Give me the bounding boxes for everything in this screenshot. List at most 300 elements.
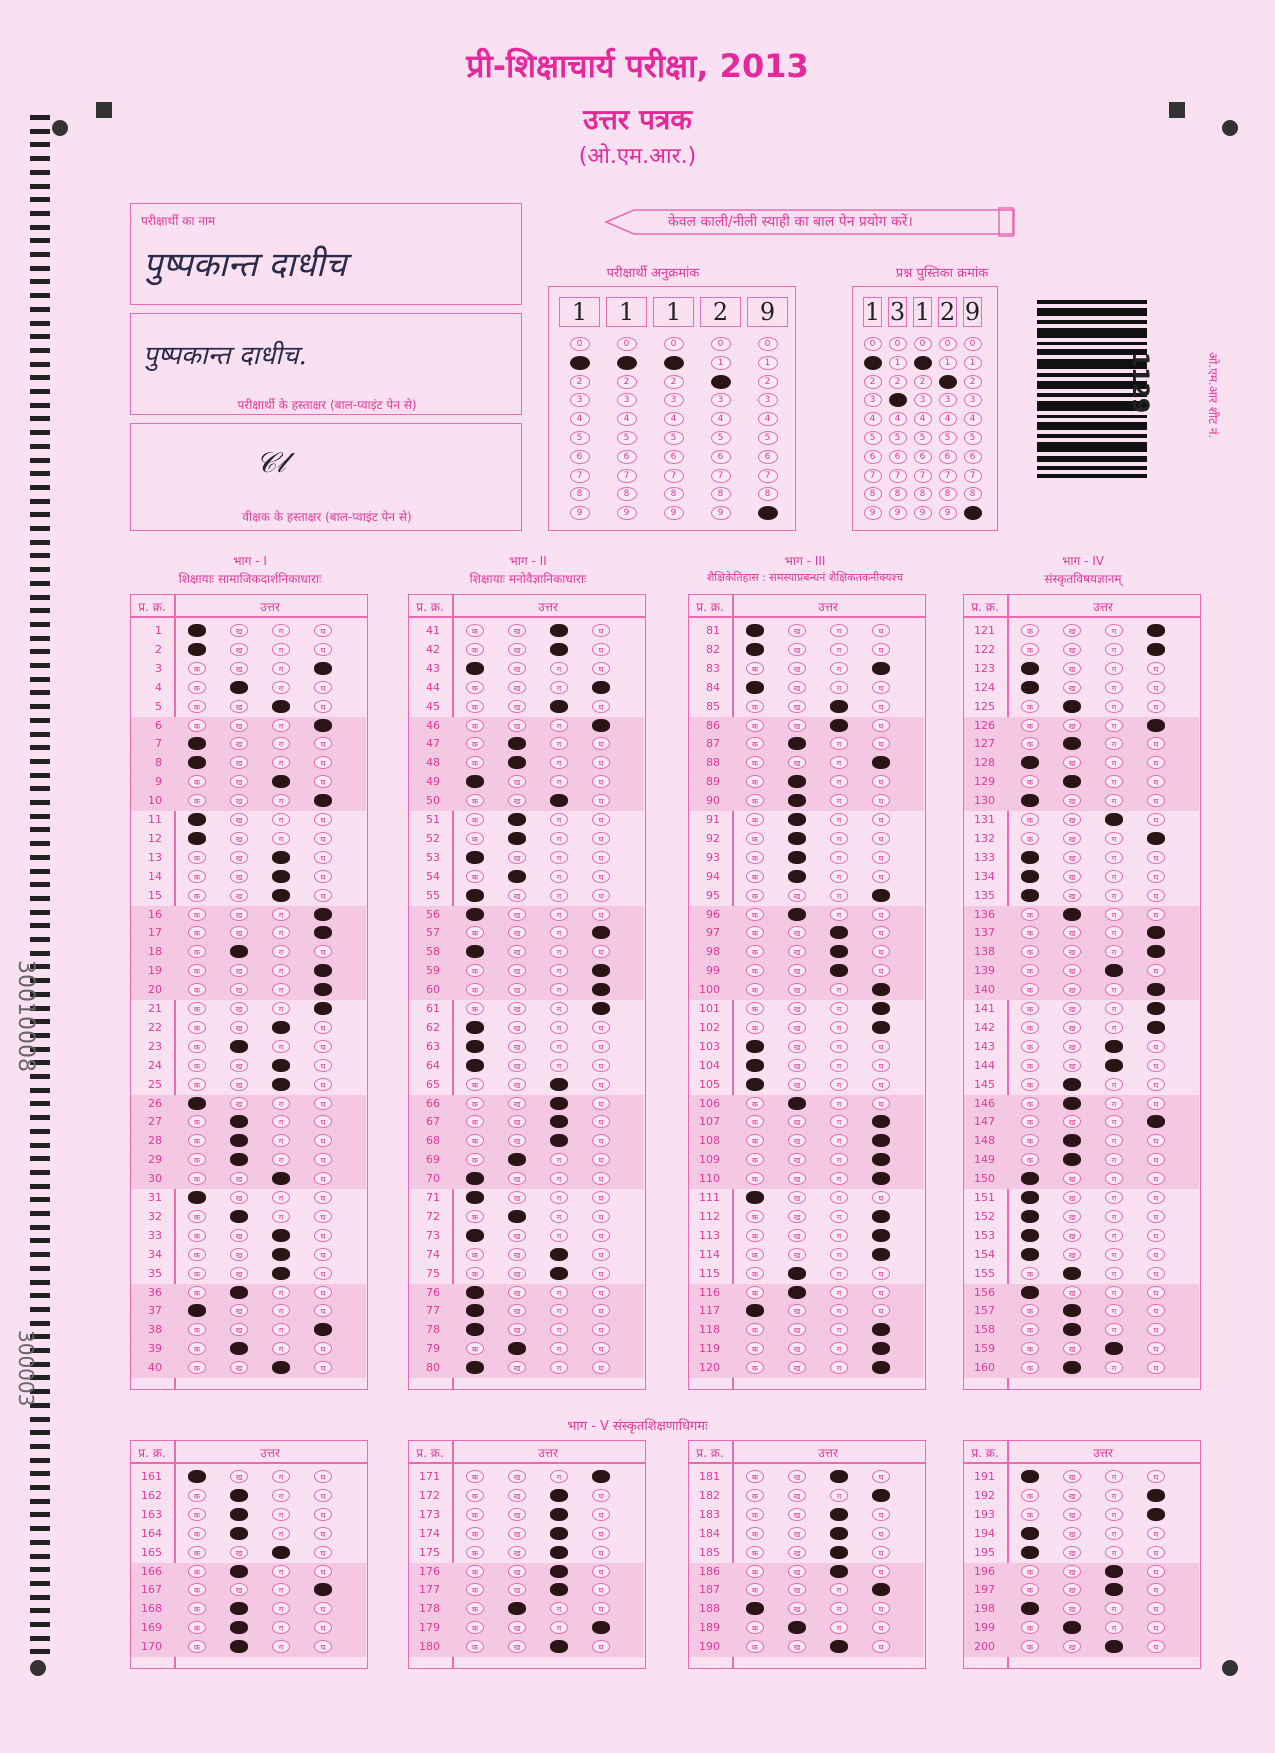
option-bubble[interactable]: ग	[1105, 908, 1123, 921]
digit-bubble[interactable]: 7	[570, 469, 590, 483]
option-bubble[interactable]: क	[746, 983, 764, 996]
digit-bubble[interactable]	[758, 506, 778, 520]
option-bubble[interactable]: ख	[508, 1470, 526, 1483]
option-bubble[interactable]: ख	[1063, 756, 1081, 769]
option-bubble[interactable]: घ	[872, 964, 890, 977]
option-bubble[interactable]: ख	[1063, 794, 1081, 807]
option-bubble[interactable]	[1021, 851, 1039, 864]
digit-bubble[interactable]: 9	[617, 506, 637, 520]
option-bubble[interactable]: क	[188, 1546, 206, 1559]
option-bubble[interactable]: क	[466, 983, 484, 996]
option-bubble[interactable]: ख	[788, 1640, 806, 1653]
option-bubble[interactable]: ग	[1105, 1078, 1123, 1091]
option-bubble[interactable]: ख	[508, 889, 526, 902]
option-bubble[interactable]: घ	[1147, 737, 1165, 750]
option-bubble[interactable]	[872, 1583, 890, 1596]
option-bubble[interactable]: ख	[508, 700, 526, 713]
option-bubble[interactable]: क	[1021, 964, 1039, 977]
option-bubble[interactable]: क	[466, 1470, 484, 1483]
digit-bubble[interactable]: 3	[758, 393, 778, 407]
option-bubble[interactable]: ख	[230, 1583, 248, 1596]
option-bubble[interactable]	[746, 1059, 764, 1072]
option-bubble[interactable]: ख	[1063, 1115, 1081, 1128]
option-bubble[interactable]	[314, 662, 332, 675]
option-bubble[interactable]: ख	[508, 1059, 526, 1072]
option-bubble[interactable]: ख	[1063, 945, 1081, 958]
option-bubble[interactable]: ग	[830, 1361, 848, 1374]
option-bubble[interactable]	[746, 1602, 764, 1615]
digit-bubble[interactable]: 6	[758, 450, 778, 464]
option-bubble[interactable]: ख	[1063, 1527, 1081, 1540]
option-bubble[interactable]: ख	[788, 926, 806, 939]
option-bubble[interactable]: ग	[550, 908, 568, 921]
option-bubble[interactable]: क	[746, 1583, 764, 1596]
option-bubble[interactable]: घ	[872, 1078, 890, 1091]
option-bubble[interactable]	[314, 926, 332, 939]
option-bubble[interactable]	[272, 1248, 290, 1261]
option-bubble[interactable]: क	[746, 813, 764, 826]
option-bubble[interactable]: क	[1021, 775, 1039, 788]
digit-bubble[interactable]: 0	[617, 337, 637, 351]
option-bubble[interactable]: क	[1021, 1583, 1039, 1596]
option-bubble[interactable]: ख	[788, 1583, 806, 1596]
option-bubble[interactable]: ग	[830, 1210, 848, 1223]
option-bubble[interactable]: ख	[788, 1172, 806, 1185]
digit-bubble[interactable]: 0	[664, 337, 684, 351]
option-bubble[interactable]: क	[1021, 1059, 1039, 1072]
option-bubble[interactable]: ख	[230, 719, 248, 732]
option-bubble[interactable]: ग	[1105, 1115, 1123, 1128]
option-bubble[interactable]: घ	[592, 1021, 610, 1034]
option-bubble[interactable]: ख	[1063, 964, 1081, 977]
option-bubble[interactable]: ख	[508, 1134, 526, 1147]
option-bubble[interactable]: क	[746, 1508, 764, 1521]
option-bubble[interactable]: ख	[230, 1546, 248, 1559]
option-bubble[interactable]	[872, 1115, 890, 1128]
option-bubble[interactable]: ख	[230, 983, 248, 996]
option-bubble[interactable]	[830, 1640, 848, 1653]
option-bubble[interactable]	[188, 813, 206, 826]
option-bubble[interactable]: क	[188, 1621, 206, 1634]
option-bubble[interactable]: ग	[1105, 983, 1123, 996]
option-bubble[interactable]: ग	[1105, 794, 1123, 807]
option-bubble[interactable]: घ	[592, 737, 610, 750]
option-bubble[interactable]: घ	[1147, 1172, 1165, 1185]
option-bubble[interactable]	[272, 700, 290, 713]
option-bubble[interactable]	[272, 1267, 290, 1280]
option-bubble[interactable]: ग	[830, 1342, 848, 1355]
option-bubble[interactable]: घ	[872, 1470, 890, 1483]
option-bubble[interactable]: ख	[508, 1546, 526, 1559]
option-bubble[interactable]: ख	[1063, 926, 1081, 939]
option-bubble[interactable]: क	[1021, 1002, 1039, 1015]
option-bubble[interactable]: ग	[272, 1489, 290, 1502]
option-bubble[interactable]	[830, 964, 848, 977]
option-bubble[interactable]: ख	[788, 1602, 806, 1615]
option-bubble[interactable]: घ	[592, 1040, 610, 1053]
option-bubble[interactable]: ग	[1105, 945, 1123, 958]
option-bubble[interactable]: घ	[592, 1267, 610, 1280]
option-bubble[interactable]: ग	[1105, 681, 1123, 694]
digit-bubble[interactable]: 5	[939, 431, 957, 445]
option-bubble[interactable]: ख	[788, 681, 806, 694]
option-bubble[interactable]: ख	[788, 1134, 806, 1147]
option-bubble[interactable]	[1021, 1191, 1039, 1204]
option-bubble[interactable]: घ	[872, 926, 890, 939]
option-bubble[interactable]: ख	[1063, 681, 1081, 694]
option-bubble[interactable]: क	[466, 681, 484, 694]
digit-bubble[interactable]: 4	[570, 412, 590, 426]
option-bubble[interactable]: ग	[550, 1021, 568, 1034]
digit-bubble[interactable]: 4	[711, 412, 731, 426]
option-bubble[interactable]: ग	[272, 964, 290, 977]
option-bubble[interactable]: ख	[230, 889, 248, 902]
option-bubble[interactable]: ग	[550, 1229, 568, 1242]
option-bubble[interactable]: घ	[872, 1304, 890, 1317]
option-bubble[interactable]: ख	[788, 756, 806, 769]
option-bubble[interactable]: क	[1021, 945, 1039, 958]
option-bubble[interactable]	[788, 1621, 806, 1634]
option-bubble[interactable]	[1105, 1040, 1123, 1053]
digit-bubble[interactable]: 5	[864, 431, 882, 445]
option-bubble[interactable]	[188, 756, 206, 769]
option-bubble[interactable]	[550, 1489, 568, 1502]
option-bubble[interactable]: ख	[1063, 1172, 1081, 1185]
option-bubble[interactable]: ग	[830, 1021, 848, 1034]
option-bubble[interactable]	[508, 813, 526, 826]
option-bubble[interactable]	[1147, 832, 1165, 845]
option-bubble[interactable]: क	[188, 1210, 206, 1223]
option-bubble[interactable]: घ	[592, 1546, 610, 1559]
option-bubble[interactable]	[872, 1229, 890, 1242]
option-bubble[interactable]: घ	[1147, 908, 1165, 921]
option-bubble[interactable]	[1063, 1134, 1081, 1147]
digit-bubble[interactable]: 4	[617, 412, 637, 426]
option-bubble[interactable]: ख	[230, 1078, 248, 1091]
option-bubble[interactable]	[550, 1565, 568, 1578]
option-bubble[interactable]	[230, 1210, 248, 1223]
option-bubble[interactable]: ग	[1105, 643, 1123, 656]
option-bubble[interactable]	[872, 1323, 890, 1336]
option-bubble[interactable]: ग	[550, 851, 568, 864]
option-bubble[interactable]	[1147, 643, 1165, 656]
option-bubble[interactable]	[466, 775, 484, 788]
option-bubble[interactable]: ग	[550, 1361, 568, 1374]
option-bubble[interactable]: ग	[830, 737, 848, 750]
option-bubble[interactable]: क	[1021, 908, 1039, 921]
option-bubble[interactable]: ग	[272, 1210, 290, 1223]
option-bubble[interactable]: घ	[1147, 1097, 1165, 1110]
option-bubble[interactable]: क	[746, 1470, 764, 1483]
option-bubble[interactable]: क	[466, 1153, 484, 1166]
option-bubble[interactable]: ग	[550, 737, 568, 750]
option-bubble[interactable]	[1021, 889, 1039, 902]
option-bubble[interactable]: ग	[550, 1191, 568, 1204]
option-bubble[interactable]: ख	[508, 1304, 526, 1317]
option-bubble[interactable]	[314, 794, 332, 807]
option-bubble[interactable]: क	[466, 964, 484, 977]
option-bubble[interactable]	[550, 700, 568, 713]
option-bubble[interactable]	[188, 643, 206, 656]
digit-bubble[interactable]: 5	[758, 431, 778, 445]
digit-bubble[interactable]: 8	[914, 487, 932, 501]
option-bubble[interactable]: क	[466, 1640, 484, 1653]
digit-bubble[interactable]: 6	[939, 450, 957, 464]
option-bubble[interactable]	[466, 1229, 484, 1242]
option-bubble[interactable]: ग	[830, 1229, 848, 1242]
option-bubble[interactable]: ग	[830, 662, 848, 675]
digit-bubble[interactable]: 3	[570, 393, 590, 407]
option-bubble[interactable]: ख	[230, 662, 248, 675]
option-bubble[interactable]	[230, 1489, 248, 1502]
option-bubble[interactable]: ग	[272, 1002, 290, 1015]
option-bubble[interactable]: घ	[872, 1621, 890, 1634]
option-bubble[interactable]	[788, 737, 806, 750]
option-bubble[interactable]	[272, 1361, 290, 1374]
option-bubble[interactable]	[746, 643, 764, 656]
option-bubble[interactable]: क	[746, 1565, 764, 1578]
option-bubble[interactable]: ख	[788, 889, 806, 902]
option-bubble[interactable]: ग	[272, 643, 290, 656]
option-bubble[interactable]: क	[746, 737, 764, 750]
option-bubble[interactable]: क	[188, 1583, 206, 1596]
option-bubble[interactable]: घ	[314, 851, 332, 864]
option-bubble[interactable]: घ	[592, 1361, 610, 1374]
digit-bubble[interactable]	[889, 393, 907, 407]
option-bubble[interactable]: क	[188, 983, 206, 996]
option-bubble[interactable]: घ	[314, 1546, 332, 1559]
option-bubble[interactable]: ख	[788, 643, 806, 656]
option-bubble[interactable]: घ	[314, 1470, 332, 1483]
option-bubble[interactable]	[1105, 1583, 1123, 1596]
option-bubble[interactable]	[1021, 1602, 1039, 1615]
option-bubble[interactable]: क	[466, 1210, 484, 1223]
option-bubble[interactable]: घ	[592, 813, 610, 826]
option-bubble[interactable]	[550, 1097, 568, 1110]
digit-bubble[interactable]	[964, 506, 982, 520]
option-bubble[interactable]: ग	[1105, 624, 1123, 637]
digit-bubble[interactable]: 0	[758, 337, 778, 351]
option-bubble[interactable]: ख	[788, 1489, 806, 1502]
option-bubble[interactable]: ख	[508, 1489, 526, 1502]
option-bubble[interactable]: घ	[314, 1097, 332, 1110]
option-bubble[interactable]	[872, 1489, 890, 1502]
option-bubble[interactable]: घ	[314, 1210, 332, 1223]
digit-bubble[interactable]: 9	[939, 506, 957, 520]
option-bubble[interactable]	[1063, 700, 1081, 713]
option-bubble[interactable]: ग	[550, 719, 568, 732]
option-bubble[interactable]: ग	[272, 662, 290, 675]
option-bubble[interactable]: क	[466, 794, 484, 807]
option-bubble[interactable]	[1021, 756, 1039, 769]
option-bubble[interactable]: घ	[592, 1248, 610, 1261]
option-bubble[interactable]	[230, 1286, 248, 1299]
option-bubble[interactable]: घ	[592, 1323, 610, 1336]
option-bubble[interactable]	[872, 1342, 890, 1355]
option-bubble[interactable]: ख	[230, 1304, 248, 1317]
option-bubble[interactable]: क	[188, 1489, 206, 1502]
option-bubble[interactable]: ग	[550, 1304, 568, 1317]
option-bubble[interactable]: ख	[230, 1002, 248, 1015]
option-bubble[interactable]: ग	[830, 832, 848, 845]
option-bubble[interactable]: घ	[872, 1565, 890, 1578]
digit-bubble[interactable]: 7	[964, 469, 982, 483]
option-bubble[interactable]: क	[188, 1602, 206, 1615]
option-bubble[interactable]: ख	[508, 1508, 526, 1521]
option-bubble[interactable]: घ	[872, 1040, 890, 1053]
option-bubble[interactable]	[788, 794, 806, 807]
option-bubble[interactable]: क	[1021, 700, 1039, 713]
option-bubble[interactable]: ग	[1105, 1621, 1123, 1634]
option-bubble[interactable]: ख	[1063, 1583, 1081, 1596]
option-bubble[interactable]	[872, 1248, 890, 1261]
option-bubble[interactable]	[592, 1621, 610, 1634]
digit-bubble[interactable]: 5	[711, 431, 731, 445]
option-bubble[interactable]	[550, 624, 568, 637]
digit-bubble[interactable]: 3	[939, 393, 957, 407]
option-bubble[interactable]: क	[746, 1134, 764, 1147]
option-bubble[interactable]	[550, 1546, 568, 1559]
option-bubble[interactable]: घ	[314, 870, 332, 883]
option-bubble[interactable]: ग	[830, 1248, 848, 1261]
option-bubble[interactable]: घ	[1147, 775, 1165, 788]
option-bubble[interactable]: ख	[508, 1248, 526, 1261]
option-bubble[interactable]: घ	[1147, 1565, 1165, 1578]
option-bubble[interactable]	[466, 1172, 484, 1185]
option-bubble[interactable]: क	[746, 1210, 764, 1223]
option-bubble[interactable]: ख	[508, 1361, 526, 1374]
option-bubble[interactable]: ग	[830, 1040, 848, 1053]
option-bubble[interactable]: घ	[592, 662, 610, 675]
option-bubble[interactable]: ख	[788, 1565, 806, 1578]
option-bubble[interactable]: ग	[830, 794, 848, 807]
option-bubble[interactable]: ग	[830, 908, 848, 921]
option-bubble[interactable]	[1021, 1286, 1039, 1299]
option-bubble[interactable]	[872, 1002, 890, 1015]
digit-bubble[interactable]	[617, 356, 637, 370]
option-bubble[interactable]: ग	[550, 1342, 568, 1355]
option-bubble[interactable]: क	[1021, 813, 1039, 826]
option-bubble[interactable]: घ	[1147, 1059, 1165, 1072]
option-bubble[interactable]: घ	[314, 643, 332, 656]
option-bubble[interactable]: घ	[314, 1527, 332, 1540]
option-bubble[interactable]: क	[746, 700, 764, 713]
option-bubble[interactable]: घ	[592, 700, 610, 713]
option-bubble[interactable]: क	[746, 1097, 764, 1110]
option-bubble[interactable]: क	[1021, 1040, 1039, 1053]
digit-bubble[interactable]: 7	[711, 469, 731, 483]
option-bubble[interactable]: ख	[230, 926, 248, 939]
option-bubble[interactable]	[230, 1621, 248, 1634]
digit-bubble[interactable]: 8	[864, 487, 882, 501]
option-bubble[interactable]: ख	[788, 1342, 806, 1355]
option-bubble[interactable]: घ	[872, 851, 890, 864]
option-bubble[interactable]	[1105, 1342, 1123, 1355]
option-bubble[interactable]: क	[466, 719, 484, 732]
option-bubble[interactable]: घ	[872, 700, 890, 713]
option-bubble[interactable]: घ	[314, 1602, 332, 1615]
option-bubble[interactable]: ख	[1063, 1640, 1081, 1653]
option-bubble[interactable]: ग	[272, 737, 290, 750]
option-bubble[interactable]: घ	[314, 775, 332, 788]
option-bubble[interactable]: क	[188, 1248, 206, 1261]
option-bubble[interactable]: घ	[314, 1153, 332, 1166]
option-bubble[interactable]: ख	[230, 1323, 248, 1336]
option-bubble[interactable]: क	[746, 870, 764, 883]
option-bubble[interactable]: घ	[314, 756, 332, 769]
option-bubble[interactable]: ग	[272, 1342, 290, 1355]
option-bubble[interactable]	[466, 1191, 484, 1204]
option-bubble[interactable]: ख	[508, 945, 526, 958]
option-bubble[interactable]	[466, 1021, 484, 1034]
option-bubble[interactable]: ग	[1105, 1134, 1123, 1147]
digit-bubble[interactable]: 4	[889, 412, 907, 426]
option-bubble[interactable]: घ	[314, 1304, 332, 1317]
option-bubble[interactable]	[550, 1640, 568, 1653]
option-bubble[interactable]: ख	[788, 964, 806, 977]
option-bubble[interactable]: घ	[1147, 1342, 1165, 1355]
option-bubble[interactable]: घ	[872, 1527, 890, 1540]
option-bubble[interactable]: ख	[1063, 1229, 1081, 1242]
option-bubble[interactable]: ख	[788, 1002, 806, 1015]
option-bubble[interactable]: ख	[1063, 662, 1081, 675]
option-bubble[interactable]	[1105, 964, 1123, 977]
option-bubble[interactable]: घ	[872, 681, 890, 694]
option-bubble[interactable]	[788, 908, 806, 921]
digit-bubble[interactable]: 2	[864, 375, 882, 389]
option-bubble[interactable]: ख	[508, 1002, 526, 1015]
option-bubble[interactable]: ग	[550, 1172, 568, 1185]
option-bubble[interactable]: ख	[508, 1640, 526, 1653]
option-bubble[interactable]: घ	[1147, 662, 1165, 675]
option-bubble[interactable]	[872, 1021, 890, 1034]
option-bubble[interactable]: घ	[592, 1097, 610, 1110]
digit-bubble[interactable]: 8	[711, 487, 731, 501]
digit-bubble[interactable]: 5	[914, 431, 932, 445]
option-bubble[interactable]: घ	[592, 756, 610, 769]
option-bubble[interactable]: क	[188, 1115, 206, 1128]
option-bubble[interactable]: क	[746, 794, 764, 807]
option-bubble[interactable]	[550, 1078, 568, 1091]
option-bubble[interactable]: घ	[314, 1229, 332, 1242]
option-bubble[interactable]: क	[188, 719, 206, 732]
option-bubble[interactable]: ख	[1063, 624, 1081, 637]
option-bubble[interactable]: क	[746, 1361, 764, 1374]
option-bubble[interactable]: घ	[314, 1640, 332, 1653]
option-bubble[interactable]: घ	[1147, 1040, 1165, 1053]
option-bubble[interactable]	[466, 1059, 484, 1072]
digit-bubble[interactable]: 8	[664, 487, 684, 501]
option-bubble[interactable]: ग	[830, 1621, 848, 1634]
option-bubble[interactable]: घ	[872, 1191, 890, 1204]
option-bubble[interactable]: ख	[508, 775, 526, 788]
digit-bubble[interactable]: 1	[964, 356, 982, 370]
option-bubble[interactable]	[746, 1304, 764, 1317]
option-bubble[interactable]: क	[188, 1640, 206, 1653]
option-bubble[interactable]: घ	[1147, 870, 1165, 883]
option-bubble[interactable]: ख	[508, 794, 526, 807]
option-bubble[interactable]: ग	[550, 1621, 568, 1634]
option-bubble[interactable]: ग	[272, 1323, 290, 1336]
option-bubble[interactable]: ग	[550, 1153, 568, 1166]
option-bubble[interactable]: घ	[1147, 794, 1165, 807]
option-bubble[interactable]: ख	[1063, 1286, 1081, 1299]
option-bubble[interactable]: क	[188, 1323, 206, 1336]
option-bubble[interactable]: ख	[788, 1229, 806, 1242]
option-bubble[interactable]	[508, 1342, 526, 1355]
option-bubble[interactable]: घ	[1147, 1546, 1165, 1559]
option-bubble[interactable]	[1021, 1172, 1039, 1185]
